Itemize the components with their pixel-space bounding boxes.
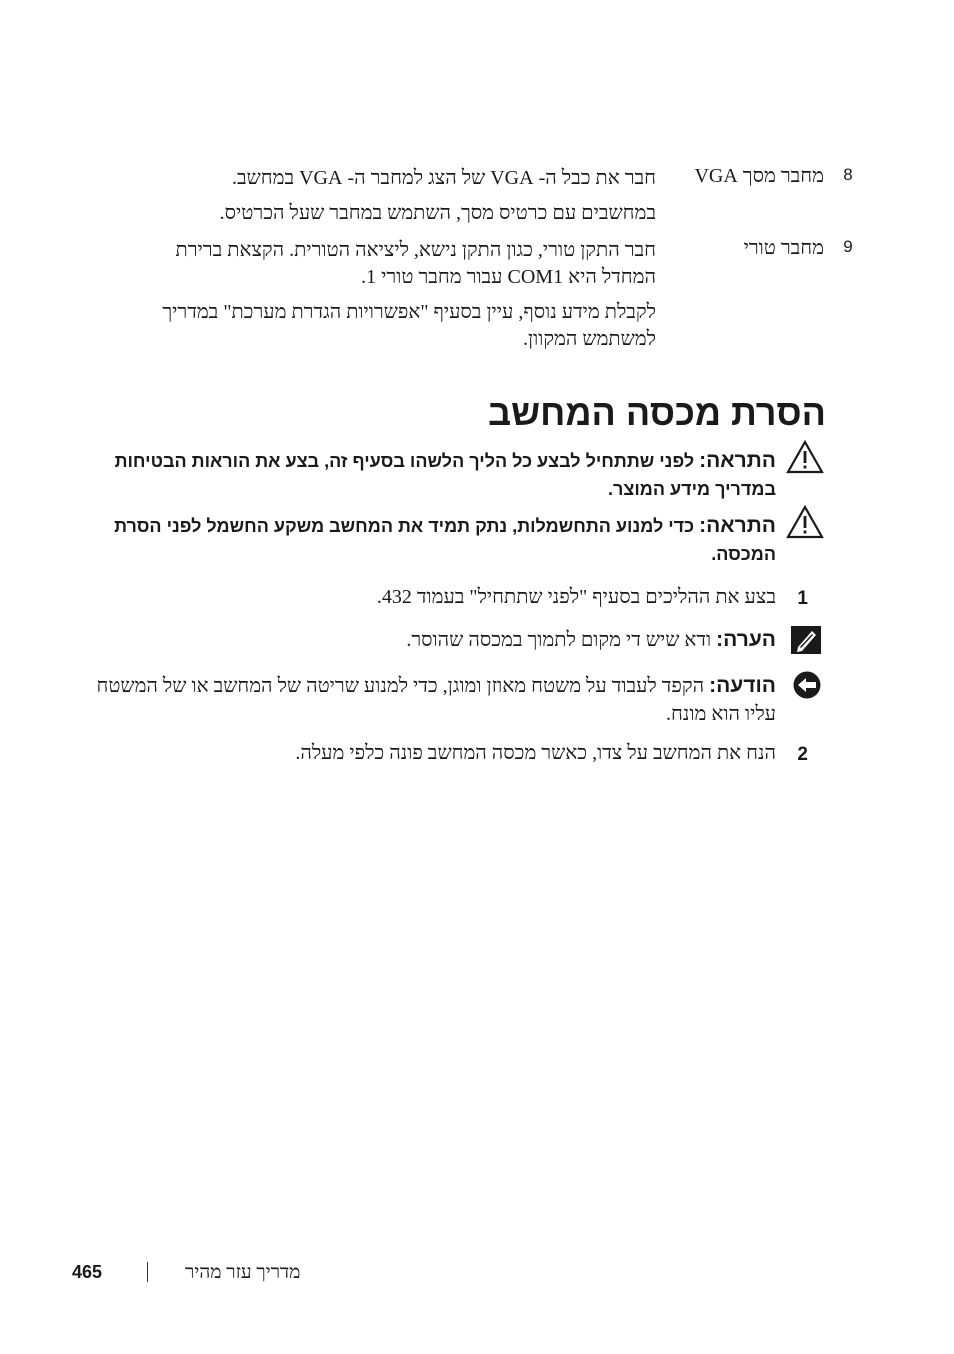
notice-text: הקפד לעבוד על משטח מאוזן ומוגן, כדי למנוע שריטה של המחשב או של המשטח עליו הוא מונח. (96, 675, 776, 725)
step-number: 2 (797, 744, 808, 765)
section-heading: הסרת מכסה המחשב (488, 392, 826, 433)
warning-triangle-icon (786, 440, 824, 474)
table-row (104, 165, 853, 237)
step-number: 1 (797, 588, 808, 609)
row-number: 9 (843, 237, 853, 256)
caution-text: לפני שתתחיל לבצע כל הליך הלשהו בסעיף זה, בצע את הוראות הבטיחות במדריך מידע המוצר. (114, 451, 776, 499)
note-text: ודא שיש די מקום לתמוך במכסה שהוסר. (406, 629, 712, 651)
description-line: חבר התקן טורי, כגון התקן נישא, ליציאה הטורית. הקצאת ברירת המחדל היא COM1 עבור מחבר טורי 1. (175, 239, 656, 288)
description-line: חבר את כבל ה- VGA של הצג למחבר ה- VGA במחשב. (231, 167, 656, 189)
connector-name: מחבר טורי (743, 237, 824, 259)
description-line: לקבלת מידע נוסף, עיין בסעיף "אפשרויות הגדרת מערכת" במדריך למשתמש המקוון. (162, 301, 656, 350)
caution-text: כדי למנוע התחשמלות, נתק תמיד את המחשב משקע החשמל לפני הסרת המכסה. (114, 516, 776, 564)
footer-divider (147, 1262, 148, 1282)
note-pencil-icon (790, 625, 822, 655)
warning-triangle-icon (786, 505, 824, 539)
footer-title: מדריך עזר מהיר (185, 1262, 301, 1283)
caution-notice (96, 512, 776, 568)
table-row (104, 237, 853, 357)
description-line: במחשבים עם כרטיס מסך, השתמש במחבר שעל הכרטיס. (219, 202, 656, 224)
caution-label: התראה: (699, 449, 776, 472)
notice-label: הודעה: (709, 674, 776, 697)
note-notice (96, 626, 776, 654)
caution-notice (96, 447, 776, 503)
connector-description (156, 165, 656, 227)
caution-label: התראה: (699, 514, 776, 537)
connector-description (156, 237, 656, 353)
row-number: 8 (843, 165, 853, 184)
page-number: 465 (72, 1262, 103, 1282)
note-label: הערה: (716, 628, 776, 651)
notice-block (96, 672, 776, 728)
step-text: בצע את ההליכים בסעיף "לפני שתתחיל" בעמוד 432. (376, 586, 776, 608)
step-text: הנח את המחשב על צדו, כאשר מכסה המחשב פונה כלפי מעלה. (295, 742, 776, 764)
connector-name: מחבר מסך VGA (694, 165, 824, 187)
notice-arrow-icon (791, 670, 823, 700)
connector-table (104, 165, 853, 357)
